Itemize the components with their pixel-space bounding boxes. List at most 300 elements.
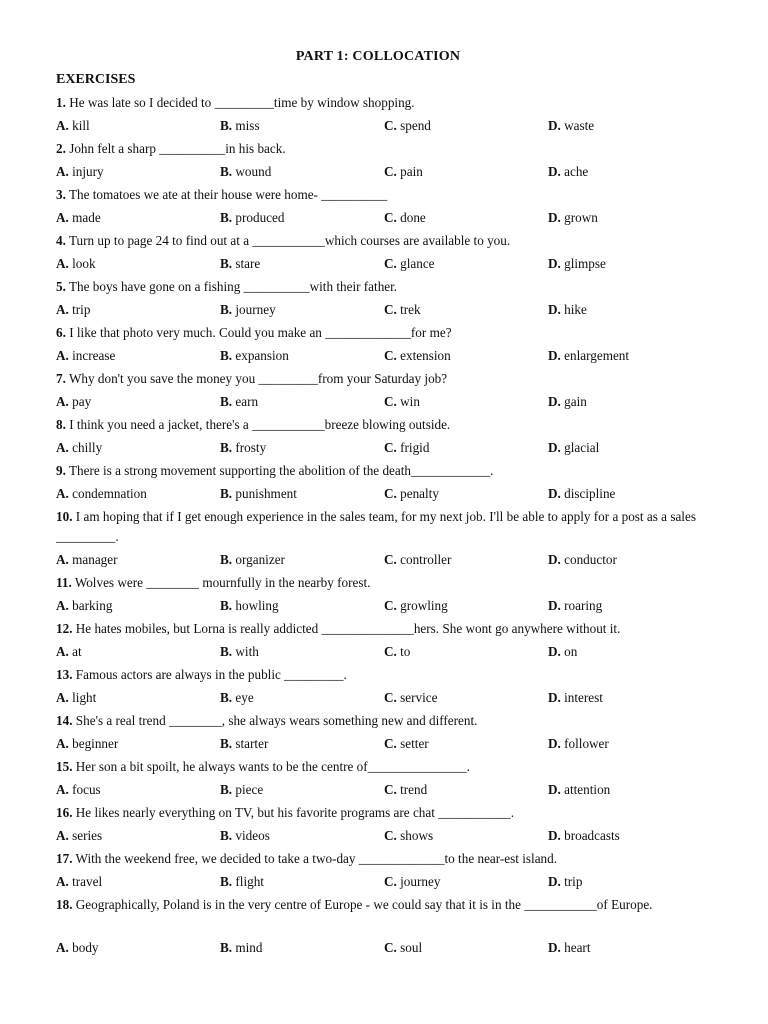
option-text: conductor <box>564 552 617 567</box>
question-text: There is a strong movement supporting the abolition of the death____________. <box>68 463 494 478</box>
option-text: made <box>72 210 101 225</box>
option-letter: A. <box>56 348 69 363</box>
option-text: expansion <box>235 348 289 363</box>
option-letter: B. <box>220 690 233 705</box>
question-item <box>56 93 706 139</box>
answer-options <box>56 253 706 277</box>
option-text: frigid <box>400 440 430 455</box>
option-letter: A. <box>56 644 69 659</box>
answer-options <box>56 825 706 849</box>
question-number: 5. <box>56 279 66 294</box>
option-letter: C. <box>384 828 397 843</box>
answer-option-b <box>220 161 271 183</box>
question-item <box>56 323 706 369</box>
question-stem <box>56 139 706 161</box>
answer-options <box>56 299 706 323</box>
option-text: discipline <box>564 486 616 501</box>
option-letter: D. <box>548 940 561 955</box>
option-letter: A. <box>56 164 69 179</box>
question-item <box>56 461 706 507</box>
option-text: broadcasts <box>564 828 620 843</box>
answer-option-c <box>384 549 451 571</box>
option-letter: D. <box>548 828 561 843</box>
answer-options <box>56 871 706 895</box>
question-number: 15. <box>56 759 73 774</box>
question-item <box>56 757 706 803</box>
option-text: videos <box>235 828 270 843</box>
option-text: organizer <box>235 552 285 567</box>
option-text: frosty <box>235 440 267 455</box>
option-letter: D. <box>548 552 561 567</box>
option-text: glacial <box>564 440 600 455</box>
question-item <box>56 277 706 323</box>
option-letter: A. <box>56 256 69 271</box>
option-letter: C. <box>384 598 397 613</box>
option-text: hike <box>564 302 587 317</box>
option-letter: D. <box>548 210 561 225</box>
answer-option-b <box>220 779 263 801</box>
answer-option-d <box>548 871 582 893</box>
answer-options <box>56 687 706 711</box>
option-letter: D. <box>548 486 561 501</box>
question-text: With the weekend free, we decided to take a two-day _____________to the near-est island. <box>75 851 558 866</box>
question-number: 12. <box>56 621 73 636</box>
option-letter: B. <box>220 486 233 501</box>
option-text: look <box>72 256 96 271</box>
answer-option-d <box>548 733 609 755</box>
question-text: The tomatoes we ate at their house were home- __________ <box>68 187 388 202</box>
answer-option-d <box>548 779 610 801</box>
answer-option-c <box>384 871 440 893</box>
answer-option-d <box>548 641 577 663</box>
answer-option-b <box>220 595 279 617</box>
option-text: gain <box>564 394 587 409</box>
question-text: I am hoping that if I get enough experience in the sales team, for my next job. I'll be able to apply for a post as a sales _________. <box>56 509 696 544</box>
option-text: service <box>400 690 438 705</box>
option-text: on <box>564 644 578 659</box>
option-letter: A. <box>56 302 69 317</box>
option-text: win <box>400 394 420 409</box>
question-item <box>56 139 706 185</box>
option-letter: C. <box>384 782 397 797</box>
answer-option-b <box>220 549 285 571</box>
question-stem <box>56 185 706 207</box>
option-text: trip <box>564 874 583 889</box>
answer-option-a <box>56 115 90 137</box>
answer-option-d <box>548 595 602 617</box>
answer-options <box>56 549 706 573</box>
answer-option-c <box>384 345 451 367</box>
option-letter: C. <box>384 302 397 317</box>
option-letter: B. <box>220 736 233 751</box>
answer-option-b <box>220 825 270 847</box>
option-text: pay <box>72 394 92 409</box>
answer-option-a <box>56 825 102 847</box>
answer-option-a <box>56 641 82 663</box>
answer-option-c <box>384 253 435 275</box>
answer-option-c <box>384 391 420 413</box>
option-text: manager <box>72 552 118 567</box>
answer-option-c <box>384 437 429 459</box>
answer-options <box>56 595 706 619</box>
option-text: enlargement <box>564 348 630 363</box>
option-letter: A. <box>56 782 69 797</box>
answer-option-a <box>56 871 102 893</box>
option-letter: C. <box>384 394 397 409</box>
question-item <box>56 369 706 415</box>
question-text: He likes nearly everything on TV, but his favorite programs are chat ___________. <box>75 805 515 820</box>
question-text: John felt a sharp __________in his back. <box>69 141 286 156</box>
option-letter: B. <box>220 828 233 843</box>
answer-options <box>56 345 706 369</box>
option-text: soul <box>400 940 423 955</box>
option-text: starter <box>235 736 269 751</box>
question-number: 4. <box>56 233 66 248</box>
option-text: trip <box>72 302 91 317</box>
question-item <box>56 231 706 277</box>
option-letter: B. <box>220 302 233 317</box>
option-text: chilly <box>72 440 103 455</box>
option-letter: D. <box>548 256 561 271</box>
answer-option-b <box>220 207 284 229</box>
question-number: 17. <box>56 851 73 866</box>
option-letter: B. <box>220 256 233 271</box>
option-letter: B. <box>220 598 233 613</box>
option-letter: B. <box>220 874 233 889</box>
option-letter: B. <box>220 210 233 225</box>
question-number: 1. <box>56 95 66 110</box>
option-text: journey <box>235 302 276 317</box>
question-stem <box>56 277 706 299</box>
option-letter: C. <box>384 486 397 501</box>
option-letter: C. <box>384 164 397 179</box>
answer-option-a <box>56 437 102 459</box>
question-text: Turn up to page 24 to find out at a ___________which courses are available to you. <box>68 233 511 248</box>
question-stem <box>56 461 706 483</box>
option-letter: A. <box>56 486 69 501</box>
question-list <box>56 93 706 961</box>
answer-option-d <box>548 299 587 321</box>
answer-option-b <box>220 345 289 367</box>
option-text: heart <box>564 940 591 955</box>
option-text: glance <box>400 256 435 271</box>
answer-option-b <box>220 871 264 893</box>
question-text: She's a real trend ________, she always wears something new and different. <box>75 713 478 728</box>
answer-option-b <box>220 253 260 275</box>
option-letter: D. <box>548 302 561 317</box>
question-item <box>56 665 706 711</box>
question-stem <box>56 665 706 687</box>
answer-options <box>56 161 706 185</box>
question-text: Her son a bit spoilt, he always wants to be the centre of_______________. <box>75 759 470 774</box>
answer-option-d <box>548 549 617 571</box>
answer-options <box>56 115 706 139</box>
option-text: eye <box>235 690 254 705</box>
question-item <box>56 573 706 619</box>
option-text: ache <box>564 164 589 179</box>
option-text: beginner <box>72 736 119 751</box>
page-title: PART 1: COLLOCATION <box>295 49 461 64</box>
answer-option-d <box>548 937 590 959</box>
option-text: extension <box>400 348 451 363</box>
option-text: barking <box>72 598 113 613</box>
question-text: I like that photo very much. Could you make an _____________for me? <box>69 325 452 340</box>
question-item <box>56 507 706 573</box>
answer-option-a <box>56 549 118 571</box>
answer-option-a <box>56 687 96 709</box>
answer-options <box>56 733 706 757</box>
question-number: 11. <box>56 575 72 590</box>
answer-option-d <box>548 483 615 505</box>
answer-option-b <box>220 733 268 755</box>
option-letter: B. <box>220 164 233 179</box>
answer-option-c <box>384 161 423 183</box>
option-text: controller <box>400 552 452 567</box>
answer-option-a <box>56 937 99 959</box>
option-letter: B. <box>220 394 233 409</box>
option-letter: D. <box>548 736 561 751</box>
option-text: journey <box>400 874 441 889</box>
option-letter: C. <box>384 440 397 455</box>
question-number: 14. <box>56 713 73 728</box>
option-letter: B. <box>220 782 233 797</box>
answer-option-c <box>384 207 426 229</box>
section-heading: EXERCISES <box>56 72 136 87</box>
answer-option-c <box>384 779 427 801</box>
answer-option-c <box>384 299 421 321</box>
answer-option-b <box>220 115 260 137</box>
option-text: condemnation <box>72 486 147 501</box>
option-letter: A. <box>56 940 69 955</box>
answer-options <box>56 641 706 665</box>
question-item <box>56 895 706 961</box>
answer-option-d <box>548 253 606 275</box>
question-stem <box>56 619 706 641</box>
option-text: pain <box>400 164 423 179</box>
question-stem <box>56 369 706 391</box>
option-letter: D. <box>548 440 561 455</box>
question-stem <box>56 231 706 253</box>
question-item <box>56 415 706 461</box>
option-text: kill <box>72 118 90 133</box>
option-text: done <box>400 210 426 225</box>
option-letter: C. <box>384 874 397 889</box>
answer-options <box>56 207 706 231</box>
option-letter: D. <box>548 874 561 889</box>
option-text: with <box>235 644 259 659</box>
option-letter: D. <box>548 644 561 659</box>
answer-options <box>56 391 706 415</box>
answer-option-a <box>56 483 147 505</box>
question-text: He was late so I decided to _________time by window shopping. <box>69 95 415 110</box>
option-text: spend <box>400 118 431 133</box>
answer-option-a <box>56 595 112 617</box>
question-text: Wolves were ________ mournfully in the nearby forest. <box>74 575 371 590</box>
question-number: 3. <box>56 187 66 202</box>
answer-option-a <box>56 299 90 321</box>
answer-option-b <box>220 641 259 663</box>
option-letter: D. <box>548 118 561 133</box>
option-text: focus <box>72 782 101 797</box>
option-text: roaring <box>564 598 603 613</box>
question-stem <box>56 757 706 779</box>
answer-option-a <box>56 779 101 801</box>
answer-option-b <box>220 937 263 959</box>
question-stem <box>56 507 706 549</box>
option-letter: B. <box>220 644 233 659</box>
option-text: setter <box>400 736 429 751</box>
option-letter: A. <box>56 736 69 751</box>
answer-option-d <box>548 115 594 137</box>
answer-options <box>56 937 706 961</box>
option-letter: A. <box>56 118 69 133</box>
option-letter: A. <box>56 552 69 567</box>
answer-option-c <box>384 825 433 847</box>
question-text: Geographically, Poland is in the very centre of Europe - we could say that it is in the ___________of Europe. <box>75 897 653 912</box>
option-letter: C. <box>384 736 397 751</box>
answer-option-b <box>220 687 254 709</box>
question-number: 9. <box>56 463 66 478</box>
question-text: He hates mobiles, but Lorna is really addicted ______________hers. She wont go anywhere without it. <box>75 621 621 636</box>
option-text: series <box>72 828 103 843</box>
question-stem <box>56 803 706 825</box>
answer-option-d <box>548 687 603 709</box>
option-letter: C. <box>384 690 397 705</box>
option-text: flight <box>235 874 264 889</box>
question-item <box>56 711 706 757</box>
question-stem <box>56 415 706 437</box>
option-text: wound <box>235 164 272 179</box>
option-text: miss <box>235 118 260 133</box>
option-text: interest <box>564 690 603 705</box>
answer-option-c <box>384 937 422 959</box>
question-stem <box>56 849 706 871</box>
answer-option-a <box>56 253 96 275</box>
answer-option-c <box>384 641 410 663</box>
question-item <box>56 849 706 895</box>
option-letter: D. <box>548 598 561 613</box>
option-text: piece <box>235 782 264 797</box>
answer-options <box>56 483 706 507</box>
option-text: trek <box>400 302 421 317</box>
question-stem <box>56 573 706 595</box>
option-letter: C. <box>384 348 397 363</box>
option-text: growling <box>400 598 448 613</box>
answer-option-c <box>384 733 429 755</box>
answer-option-d <box>548 345 629 367</box>
option-letter: D. <box>548 690 561 705</box>
answer-option-c <box>384 595 448 617</box>
option-letter: A. <box>56 598 69 613</box>
option-text: mind <box>235 940 263 955</box>
option-letter: C. <box>384 210 397 225</box>
question-item <box>56 185 706 231</box>
option-letter: C. <box>384 940 397 955</box>
question-text: Why don't you save the money you _________from your Saturday job? <box>68 371 448 386</box>
answer-option-d <box>548 207 598 229</box>
question-stem <box>56 93 706 115</box>
question-stem <box>56 711 706 733</box>
option-letter: D. <box>548 782 561 797</box>
question-number: 16. <box>56 805 73 820</box>
option-text: penalty <box>400 486 439 501</box>
option-text: to <box>400 644 411 659</box>
answer-option-d <box>548 391 587 413</box>
question-number: 18. <box>56 897 73 912</box>
answer-option-d <box>548 825 620 847</box>
option-letter: B. <box>220 118 233 133</box>
question-item <box>56 803 706 849</box>
option-letter: C. <box>384 256 397 271</box>
option-text: punishment <box>235 486 297 501</box>
answer-options <box>56 437 706 461</box>
option-letter: B. <box>220 348 233 363</box>
option-letter: A. <box>56 394 69 409</box>
answer-option-c <box>384 115 431 137</box>
option-letter: C. <box>384 644 397 659</box>
option-text: produced <box>235 210 285 225</box>
question-text: Famous actors are always in the public _________. <box>75 667 347 682</box>
option-letter: D. <box>548 394 561 409</box>
answer-option-a <box>56 207 101 229</box>
answer-options <box>56 779 706 803</box>
option-letter: A. <box>56 690 69 705</box>
option-letter: A. <box>56 440 69 455</box>
question-number: 2. <box>56 141 66 156</box>
answer-option-b <box>220 437 266 459</box>
answer-option-c <box>384 687 437 709</box>
option-letter: B. <box>220 552 233 567</box>
option-text: travel <box>72 874 103 889</box>
option-letter: D. <box>548 348 561 363</box>
option-letter: C. <box>384 552 397 567</box>
option-text: waste <box>564 118 595 133</box>
option-text: light <box>72 690 97 705</box>
question-stem <box>56 323 706 345</box>
option-letter: D. <box>548 164 561 179</box>
answer-option-b <box>220 391 258 413</box>
answer-option-b <box>220 299 276 321</box>
option-letter: B. <box>220 940 233 955</box>
option-text: howling <box>235 598 279 613</box>
question-item <box>56 619 706 665</box>
option-letter: A. <box>56 874 69 889</box>
option-letter: A. <box>56 210 69 225</box>
question-number: 7. <box>56 371 66 386</box>
question-number: 6. <box>56 325 66 340</box>
question-text: The boys have gone on a fishing __________with their father. <box>68 279 398 294</box>
option-text: attention <box>564 782 611 797</box>
option-text: earn <box>235 394 259 409</box>
option-text: trend <box>400 782 428 797</box>
option-text: grown <box>564 210 598 225</box>
option-text: body <box>72 940 99 955</box>
question-text: I think you need a jacket, there's a ___________breeze blowing outside. <box>69 417 451 432</box>
option-text: at <box>72 644 82 659</box>
question-number: 8. <box>56 417 66 432</box>
option-text: shows <box>400 828 434 843</box>
question-number: 13. <box>56 667 73 682</box>
option-text: injury <box>72 164 104 179</box>
answer-option-a <box>56 161 104 183</box>
answer-option-d <box>548 161 588 183</box>
answer-option-c <box>384 483 439 505</box>
question-stem <box>56 895 706 937</box>
option-letter: A. <box>56 828 69 843</box>
option-text: stare <box>235 256 261 271</box>
option-text: glimpse <box>564 256 606 271</box>
question-number: 10. <box>56 509 73 524</box>
